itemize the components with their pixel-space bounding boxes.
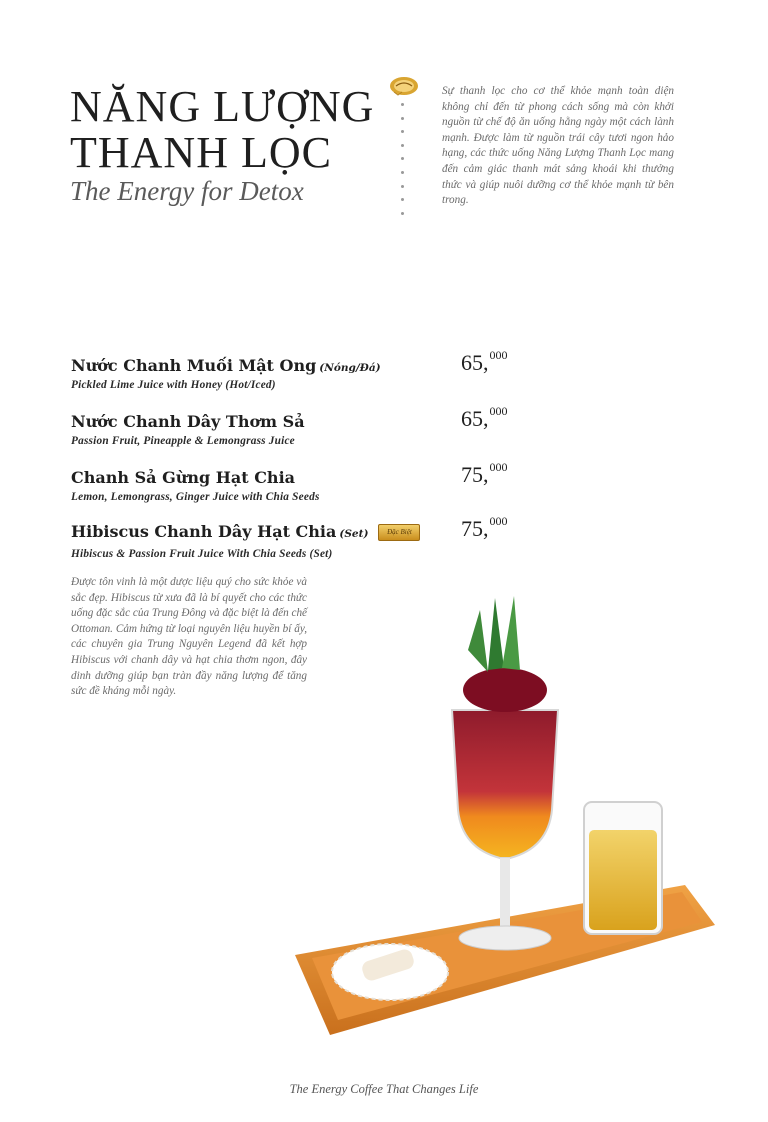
hibiscus-description: Được tôn vinh là một dược liệu quý cho sức khỏe và sắc đẹp. Hibiscus từ xưa đã là bí quyết cho các thức uống đặc sắc của Trung Đông và đặc biệt là đến chế Ottoman. Cảm hứng từ loại nguyên liệu huyền bí ấy, các chuyên gia Trung Nguyên Legend đã kết hợp Hibiscus với chanh dây và hạt chia thơm ngon, đây dinh dưỡng giúp bạn tràn đầy năng lượng để tăng sức đề kháng mỗi ngày. xyxy=(71,576,307,698)
menu-item-english: Lemon, Lemongrass, Ginger Juice with Chia Seeds xyxy=(71,491,320,503)
menu-item-name: Nước Chanh Muối Mật Ong xyxy=(71,356,317,375)
menu-item-note: (Set) xyxy=(339,528,369,540)
drink-photo xyxy=(290,590,720,1040)
page-subtitle: The Energy for Detox xyxy=(70,176,304,206)
menu-item-name: Hibiscus Chanh Dây Hạt Chia xyxy=(71,522,337,541)
menu-item xyxy=(71,356,381,391)
intro-paragraph: Sự thanh lọc cho cơ thể khỏe mạnh toàn diện không chỉ đến từ phong cách sống mà còn khởi nguồn từ chế độ ăn uống hằng ngày một cách lành mạnh. Được làm từ nguồn trái cây tươi ngon hảo hạng, các thức uống Năng Lượng Thanh Lọc mang đến cảm giác thanh mát sảng khoái khi thưởng thức và giúp nuôi dưỡng cơ thể khỏe mạnh từ bên trong. xyxy=(442,85,674,207)
menu-item-english: Hibiscus & Passion Fruit Juice With Chia Seeds (Set) xyxy=(71,548,333,560)
menu-item-price: 75,$^{000}$ xyxy=(461,460,508,487)
menu-item-english: Pickled Lime Juice with Honey (Hot/Iced) xyxy=(71,379,276,391)
menu-item xyxy=(71,522,420,560)
menu-item-name: Nước Chanh Dây Thơm Sả xyxy=(71,412,305,431)
coffee-bean-emblem-icon xyxy=(388,74,420,98)
menu-item-price: 65,$^{000}$ xyxy=(461,404,508,431)
decorative-dots xyxy=(401,103,405,225)
page-title xyxy=(70,84,374,176)
special-badge: Đặc Biệt xyxy=(378,524,420,541)
title-line-1: NĂNG LƯỢNG xyxy=(70,82,375,131)
menu-item-price: 65,$^{000}$ xyxy=(461,348,508,375)
menu-item-english: Passion Fruit, Pineapple & Lemongrass Juice xyxy=(71,435,295,447)
menu-item xyxy=(71,412,305,447)
footer-tagline: The Energy Coffee That Changes Life xyxy=(289,1082,479,1096)
title-line-2: THANH LỌC xyxy=(70,128,332,177)
menu-item-price: 75,$^{000}$ xyxy=(461,514,508,541)
menu-item-name: Chanh Sả Gừng Hạt Chia xyxy=(71,468,296,487)
menu-item-note: (Nóng/Đá) xyxy=(319,362,381,374)
menu-item xyxy=(71,468,320,503)
